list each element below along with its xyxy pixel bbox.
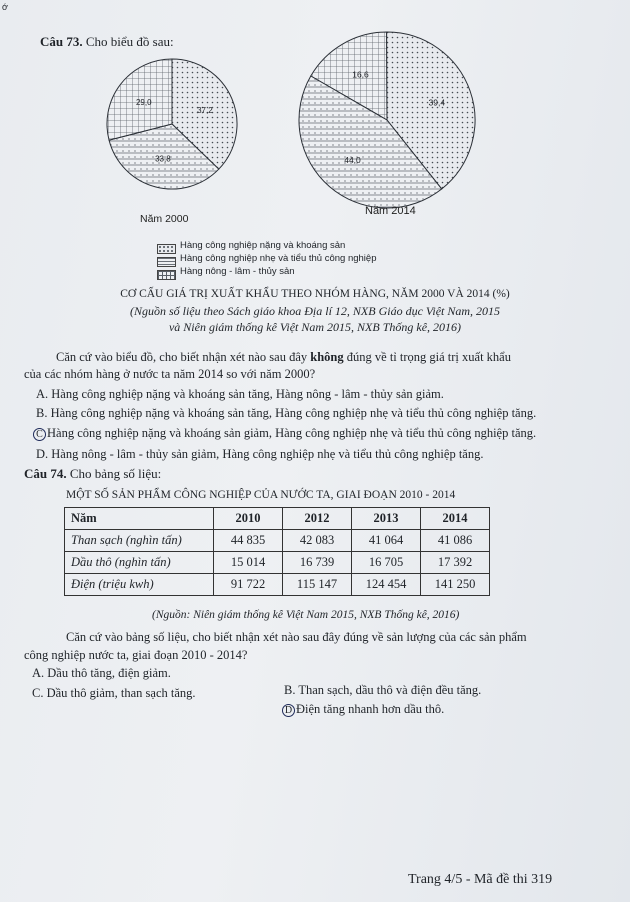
pie-slice-label: 39,4	[428, 97, 446, 108]
chart-heading: CƠ CẤU GIÁ TRỊ XUẤT KHẨU THEO NHÓM HÀNG, NĂM 2000 VÀ 2014 (%)	[120, 288, 510, 300]
q73-prompt: Cho biểu đồ sau:	[85, 34, 174, 49]
table-cell: 16 739	[283, 552, 352, 574]
chart-source-line2: và Niên giám thống kê Việt Nam 2015, NXB Thống kê, 2016)	[168, 320, 462, 334]
corner-mark: ớ	[2, 2, 8, 12]
q74-option-d-text: Điện tăng nhanh hơn dầu thô.	[296, 702, 445, 716]
table-cell: 41 086	[421, 530, 490, 552]
q74-question-line1: Căn cứ vào bảng số liệu, cho biết nhận xét nào sau đây đúng về sản lượng của các sản phẩm	[66, 630, 527, 644]
q73-label: Câu 73.	[40, 34, 83, 49]
page-footer: Trang 4/5 - Mã đề thi 319	[408, 872, 553, 887]
pie-2014-title: Năm 2014	[365, 205, 416, 217]
q73-option-a: A. Hàng công nghiệp nặng và khoáng sản tăng, Hàng nông - lâm - thủy sản giảm.	[36, 387, 444, 401]
pie-2014	[299, 32, 475, 208]
pie-slice-label: 37,2	[197, 106, 213, 116]
legend-label-heavy: Hàng công nghiệp nặng và khoáng sản	[180, 240, 346, 251]
table-cell: 17 392	[421, 552, 490, 574]
pie-2000	[107, 59, 237, 189]
table-source: (Nguồn: Niên giám thống kê Việt Nam 2015, NXB Thống kê, 2016)	[152, 609, 460, 621]
q74-label: Câu 74.	[24, 466, 67, 481]
legend-swatch-heavy	[157, 244, 176, 254]
table-cell: 124 454	[352, 574, 421, 596]
q73-option-d: D. Hàng nông - lâm - thủy sản giảm, Hàng công nghiệp nhẹ và tiểu thủ công nghiệp tăng.	[36, 447, 484, 461]
table-cell: 115 147	[283, 574, 352, 596]
table-cell: 141 250	[421, 574, 490, 596]
legend-swatch-light	[157, 257, 176, 267]
pie-charts	[0, 0, 630, 240]
q74-option-b: B. Than sạch, dầu thô và điện đều tăng.	[284, 683, 482, 697]
table-row	[65, 574, 490, 596]
legend-label-light: Hàng công nghiệp nhẹ và tiểu thủ công nghiệp	[180, 253, 377, 264]
table-header-cell: Năm	[65, 508, 214, 530]
production-table	[64, 507, 490, 596]
q74-option-c: C. Dầu thô giảm, than sạch tăng.	[32, 686, 196, 700]
pie-slice-label: 29,0	[135, 98, 152, 108]
q73-option-b: B. Hàng công nghiệp nặng và khoáng sản tăng, Hàng công nghiệp nhẹ và tiểu thủ công nghiệp tăng.	[36, 406, 537, 420]
q73-option-c-circled: C	[33, 428, 46, 441]
pie-2000-title: Năm 2000	[140, 213, 189, 225]
table-row-label: Điện (triệu kwh)	[65, 574, 214, 596]
table-row	[65, 530, 490, 552]
q74-heading	[24, 466, 161, 482]
q74-prompt: Cho bảng số liệu:	[69, 466, 162, 481]
q74-option-d	[282, 702, 444, 717]
chart-source-line1: (Nguồn số liệu theo Sách giáo khoa Địa lí 12, NXB Giáo dục Việt Nam, 2015	[129, 304, 501, 318]
q73-question-line2: của các nhóm hàng ở nước ta năm 2014 so với năm 2000?	[24, 367, 316, 381]
legend-swatch-agri	[157, 270, 176, 280]
table-header-row	[65, 508, 490, 530]
table-header-cell: 2014	[421, 508, 490, 530]
table-row-label: Than sạch (nghìn tấn)	[65, 530, 214, 552]
table-header-cell: 2012	[283, 508, 352, 530]
q74-option-d-circled: D	[282, 704, 295, 717]
q73-question-emphasis: không	[310, 350, 344, 364]
table-cell: 41 064	[352, 530, 421, 552]
legend-label-agri: Hàng nông - lâm - thủy sản	[180, 266, 295, 277]
table-title: MỘT SỐ SẢN PHẨM CÔNG NGHIỆP CỦA NƯỚC TA, GIAI ĐOẠN 2010 - 2014	[66, 489, 456, 501]
q73-option-c-text: Hàng công nghiệp nặng và khoáng sản giảm, Hàng công nghiệp nhẹ và tiểu thủ công nghiệp tăng.	[47, 426, 537, 440]
table-header-cell: 2013	[352, 508, 421, 530]
table-cell: 44 835	[214, 530, 283, 552]
pie-slice-label: 16,6	[352, 69, 369, 80]
q73-option-c	[33, 426, 536, 441]
table-cell: 15 014	[214, 552, 283, 574]
q74-question-line2: công nghiệp nước ta, giai đoạn 2010 - 2014?	[24, 648, 248, 662]
table-row-label: Dầu thô (nghìn tấn)	[65, 552, 214, 574]
table-header-cell: 2010	[214, 508, 283, 530]
q73-question-part1: Căn cứ vào biểu đồ, cho biết nhận xét nào sau đây	[56, 350, 311, 364]
q73-question-line1	[56, 350, 511, 365]
table-row	[65, 552, 490, 574]
pie-slice-label: 44,0	[344, 154, 361, 165]
pie-slice-label: 33,8	[155, 154, 171, 164]
q74-option-a: A. Dầu thô tăng, điện giảm.	[32, 666, 171, 680]
q73-question-part2: đúng về tỉ trọng giá trị xuất khẩu	[343, 350, 511, 364]
table-cell: 42 083	[283, 530, 352, 552]
table-cell: 91 722	[214, 574, 283, 596]
table-cell: 16 705	[352, 552, 421, 574]
